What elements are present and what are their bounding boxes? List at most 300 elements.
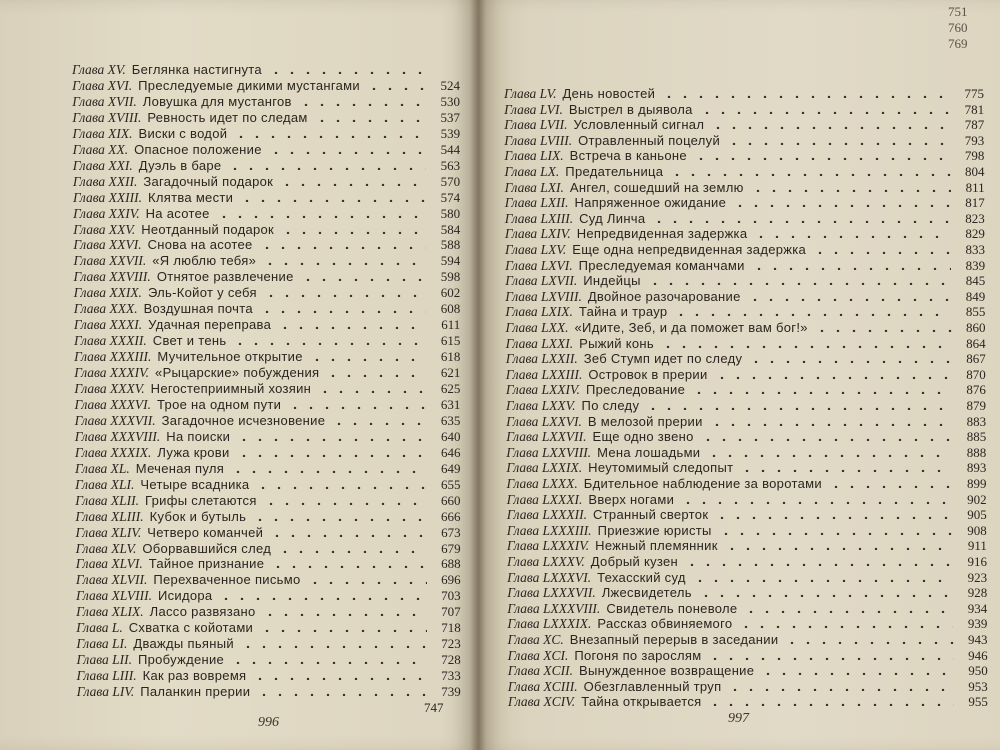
chapter-number: Глава XXVII.	[73, 253, 147, 269]
right-toc	[478, 0, 1000, 750]
chapter-title: Ловушка для мустангов	[142, 93, 292, 109]
dot-leader	[680, 494, 952, 504]
chapter-number: Глава XX.	[72, 141, 129, 157]
toc-entry	[507, 476, 987, 492]
page-number: 739	[441, 684, 461, 700]
chapter-number: Глава LXXIX.	[506, 460, 583, 476]
page-number: 649	[441, 460, 461, 476]
chapter-title: Неотданный подарок	[141, 221, 275, 237]
chapter-number: Глава XLIII.	[75, 508, 144, 524]
toc-entry	[76, 541, 461, 557]
toc-entry	[74, 301, 461, 317]
chapter-number: Глава LXXII.	[505, 351, 578, 367]
chapter-title: Перехваченное письмо	[153, 572, 301, 588]
page-number: 611	[441, 317, 461, 333]
chapter-number: Глава LI.	[76, 636, 128, 652]
chapter-title: Еще одна непредвиденная задержка	[572, 242, 807, 257]
toc-entry	[506, 320, 986, 336]
chapter-number: Глава XXVI.	[73, 237, 142, 253]
chapter-number: Глава LXXVIII.	[506, 444, 592, 460]
dot-leader	[727, 681, 953, 691]
chapter-number: Глава LVIII.	[504, 132, 573, 148]
dot-leader	[300, 271, 427, 281]
page-number: 829	[965, 226, 985, 242]
chapter-number: Глава XXXV.	[74, 381, 145, 396]
chapter-number: Глава LX.	[504, 164, 560, 179]
page-number: 855	[965, 304, 986, 320]
chapter-number: Глава XXXI.	[73, 317, 143, 333]
dot-leader	[753, 228, 951, 238]
dot-leader	[317, 383, 426, 393]
toc-entry	[72, 62, 460, 78]
page-number: 602	[440, 285, 461, 301]
toc-entry	[507, 538, 987, 554]
page-number: 775	[964, 86, 984, 101]
page-number: 911	[967, 538, 987, 554]
chapter-title: Островок в прерии	[588, 366, 708, 382]
chapter-title: Свидетель поневоле	[606, 600, 738, 616]
chapter-title: Преследование	[585, 382, 686, 398]
dot-leader	[259, 622, 427, 632]
dot-leader	[262, 606, 427, 616]
toc-entry	[74, 365, 460, 381]
right-page	[478, 0, 1000, 750]
chapter-title: Пробуждение	[137, 652, 225, 668]
chapter-number: Глава XXIV.	[73, 205, 140, 221]
page-number: 787	[964, 117, 985, 133]
toc-entry	[76, 604, 461, 620]
chapter-title: Паланкин прерии	[140, 684, 251, 700]
dot-leader	[812, 244, 951, 254]
dot-leader	[268, 144, 426, 154]
page-number: 864	[966, 335, 986, 351]
toc-entry	[73, 158, 460, 174]
dot-leader	[692, 572, 953, 582]
chapter-number: Глава XCII.	[507, 663, 573, 679]
dot-leader	[216, 208, 427, 218]
chapter-title: Клятва мести	[147, 189, 234, 205]
chapter-number: Глава LXIX.	[505, 304, 573, 320]
chapter-title: Рассказ обвиняемого	[597, 616, 733, 632]
page-number: 733	[441, 668, 461, 684]
chapter-title: Тайна открывается	[581, 694, 702, 710]
chapter-title: «Я люблю тебя»	[152, 253, 257, 269]
chapter-number: Глава XLV.	[75, 540, 137, 556]
page-number: 608	[440, 301, 461, 317]
toc-entry	[73, 142, 461, 158]
chapter-title: Оборвавшийся след	[142, 540, 272, 556]
chapter-number: Глава LII.	[76, 652, 132, 668]
page-number: 916	[967, 554, 987, 569]
dot-leader	[673, 306, 951, 316]
dot-leader	[263, 287, 426, 297]
chapter-number: Глава LXXXIV.	[506, 538, 590, 554]
page-number-top: 751	[948, 4, 968, 19]
page-number: 860	[966, 320, 986, 335]
chapter-title: Кубок и бутыль	[149, 508, 247, 524]
toc-entry	[72, 78, 460, 94]
toc-entry	[72, 94, 460, 110]
toc-entry	[73, 253, 460, 269]
page-number: 718	[441, 620, 461, 636]
chapter-number: Глава LXXI.	[505, 335, 574, 351]
toc-entry	[75, 493, 460, 509]
chapter-number: Глава XXXVI.	[74, 396, 152, 412]
chapter-number: Глава LXIII.	[504, 210, 574, 226]
chapter-number: Глава XXXVIII.	[74, 428, 161, 444]
dot-leader	[645, 400, 952, 410]
page-number-top: 769	[948, 36, 968, 51]
dot-leader	[314, 112, 426, 122]
page-number: 563	[440, 157, 461, 173]
chapter-number: Глава XLVII.	[75, 572, 148, 588]
chapter-title: Напряженное ожидание	[574, 195, 727, 211]
page-number: 955	[968, 694, 988, 710]
chapter-title: Снова на асотее	[147, 237, 253, 253]
toc-entry	[75, 413, 461, 429]
chapter-title: Условленный сигнал	[573, 117, 705, 133]
dot-leader	[698, 587, 953, 597]
toc-entry	[75, 445, 461, 461]
toc-entry	[508, 648, 988, 664]
chapter-number: Глава XVI.	[72, 77, 133, 93]
chapter-title: Дважды пьяный	[133, 636, 234, 652]
chapter-title: По следу	[581, 398, 640, 413]
page-number: 804	[965, 164, 985, 179]
chapter-number: Глава XXXVII.	[74, 412, 156, 428]
toc-entry	[506, 351, 986, 367]
chapter-title: Бдительное наблюдение за воротами	[583, 476, 822, 491]
chapter-title: Неутомимый следопыт	[588, 460, 734, 476]
chapter-title: Предательница	[565, 164, 664, 179]
page-number: 635	[440, 412, 461, 428]
chapter-number: Глава LXV.	[505, 242, 567, 257]
page-number: 902	[967, 491, 987, 507]
dot-leader	[309, 351, 427, 361]
chapter-number: Глава XIX.	[72, 125, 133, 141]
toc-entry	[76, 620, 461, 636]
dot-leader	[268, 64, 426, 74]
page-number: 876	[966, 382, 986, 398]
dot-leader	[747, 291, 952, 301]
toc-entry	[504, 117, 984, 133]
dot-leader	[269, 527, 426, 537]
dot-leader	[279, 176, 426, 186]
page-number: 793	[964, 132, 985, 148]
chapter-number: Глава LXXVI.	[506, 413, 582, 429]
dot-leader	[256, 686, 426, 696]
chapter-title: Исидора	[157, 588, 213, 604]
chapter-number: Глава XXXIII.	[74, 349, 152, 365]
toc-entry	[76, 652, 460, 668]
toc-entry	[504, 133, 984, 149]
page-number: 879	[966, 398, 986, 413]
chapter-number: Глава LXII.	[504, 195, 569, 211]
page-number: 943	[968, 632, 988, 647]
toc-entry	[505, 164, 985, 180]
dot-leader	[699, 104, 950, 114]
chapter-number: Глава XCI.	[507, 647, 569, 663]
dot-leader	[714, 509, 952, 519]
chapter-title: Индейцы	[583, 273, 641, 289]
page-number: 934	[967, 600, 988, 616]
toc-entry	[505, 180, 985, 196]
toc-entry	[505, 211, 985, 227]
dot-leader	[828, 478, 953, 488]
toc-entry	[76, 588, 461, 604]
dot-leader	[236, 447, 427, 457]
chapter-number: Глава LXIV.	[504, 226, 571, 242]
chapter-number: Глава LXVI.	[505, 257, 573, 273]
page-number: 908	[967, 522, 987, 538]
page-number: 598	[440, 269, 461, 285]
chapter-title: Меченая пуля	[135, 460, 225, 476]
chapter-number: Глава LXXXI.	[506, 491, 583, 507]
dot-leader	[227, 160, 426, 170]
page-number: 950	[968, 663, 988, 679]
chapter-title: «Рыцарские» побуждения	[155, 365, 320, 381]
chapter-number: Глава LXXXVI.	[507, 569, 592, 585]
dot-leader	[700, 431, 953, 441]
toc-entry	[73, 174, 460, 190]
chapter-number: Глава XLIV.	[75, 524, 142, 540]
page-number: 679	[441, 540, 461, 556]
chapter-title: Дуэль в баре	[138, 157, 222, 173]
dot-leader	[660, 338, 952, 348]
page-number: 673	[441, 524, 461, 540]
chapter-title: Погоня по зарослям	[574, 647, 702, 663]
dot-leader	[748, 353, 951, 363]
dot-leader	[691, 384, 952, 394]
page-number: 870	[966, 366, 986, 382]
chapter-title: Схватка с койотами	[128, 620, 254, 636]
chapter-title: Рыжий конь	[579, 335, 654, 351]
toc-entry	[75, 477, 460, 493]
chapter-number: Глава LIV.	[76, 684, 135, 700]
page-number: 570	[440, 173, 461, 189]
toc-entry	[75, 429, 461, 445]
dot-leader	[706, 447, 952, 457]
page-number: 928	[967, 585, 988, 601]
page-number: 655	[441, 476, 461, 492]
chapter-number: Глава LXXXIII.	[506, 522, 592, 538]
chapter-title: Внезапный перерыв в заседании	[569, 632, 779, 647]
chapter-title: Виски с водой	[138, 125, 228, 141]
page-number: 631	[440, 396, 461, 412]
page-number: 537	[440, 109, 461, 125]
page-number: 939	[967, 616, 988, 632]
chapter-number: Глава LV.	[504, 86, 557, 101]
dot-leader	[714, 369, 952, 379]
page-number: 893	[966, 460, 987, 476]
page-number: 823	[965, 210, 985, 226]
chapter-title: Отнятое развлечение	[156, 269, 294, 285]
toc-entry	[506, 445, 986, 461]
dot-leader	[707, 696, 953, 706]
toc-entry	[507, 616, 987, 632]
chapter-title: Непредвиденная задержка	[576, 226, 748, 242]
dot-leader	[262, 255, 426, 265]
left-page-number: 996	[258, 715, 279, 730]
dot-leader	[784, 634, 953, 644]
chapter-title: Лассо развязано	[149, 604, 256, 620]
dot-leader	[280, 224, 426, 234]
dot-leader	[218, 590, 426, 600]
dot-leader	[661, 88, 950, 98]
chapter-title: Преследуемая команчами	[578, 257, 745, 273]
chapter-title: Отравленный поцелуй	[578, 132, 721, 148]
chapter-title: Преследуемые дикими мустангами	[138, 77, 360, 93]
chapter-title: Странный сверток	[592, 507, 709, 523]
dot-leader	[277, 543, 426, 553]
toc-entry	[77, 668, 461, 684]
dot-leader	[751, 260, 951, 270]
dot-leader	[259, 303, 426, 313]
dot-leader	[651, 213, 950, 223]
chapter-title: Трое на одном пути	[157, 396, 282, 412]
toc-entry	[506, 336, 986, 352]
toc-entry	[74, 349, 460, 365]
dot-leader	[710, 119, 950, 129]
chapter-number: Глава LVI.	[504, 101, 563, 117]
page-number: 833	[965, 242, 985, 257]
chapter-title: Мучительное открытие	[157, 349, 303, 365]
dot-leader	[647, 275, 951, 285]
toc-entry	[508, 632, 988, 648]
chapter-title: Беглянка настигнута	[131, 62, 262, 77]
chapter-number: Глава LVII.	[504, 117, 568, 133]
page-number: 781	[964, 101, 985, 117]
chapter-number: Глава L.	[76, 620, 123, 636]
chapter-number: Глава XXIX.	[73, 285, 142, 301]
toc-entry	[504, 148, 984, 164]
chapter-title: Приезжие юристы	[597, 522, 712, 538]
toc-entry	[73, 237, 460, 253]
chapter-number: Глава LXI.	[504, 179, 564, 195]
chapter-number: Глава XL.	[75, 460, 130, 476]
chapter-number: Глава LXXV.	[506, 398, 576, 413]
toc-entry	[74, 381, 460, 397]
dot-leader	[724, 540, 953, 550]
dot-leader	[709, 416, 952, 426]
page-number: 867	[966, 351, 986, 367]
toc-entry	[75, 525, 460, 541]
dot-leader	[287, 399, 426, 409]
chapter-title: Добрый кузен	[590, 554, 679, 569]
chapter-title: Вверх ногами	[588, 491, 675, 507]
chapter-title: Обезглавленный труп	[583, 678, 722, 694]
page-number: 640	[440, 428, 461, 444]
chapter-number: Глава XC.	[507, 632, 564, 647]
toc-entry	[505, 226, 985, 242]
toc-entry	[76, 556, 461, 572]
toc-entry	[504, 86, 984, 102]
toc-entry	[506, 367, 986, 383]
toc-entry	[506, 460, 986, 476]
page-number: 811	[965, 179, 985, 195]
left-toc	[0, 0, 478, 750]
toc-entry	[73, 222, 460, 238]
chapter-number: Глава LIX.	[504, 148, 564, 164]
page-number: 584	[440, 221, 461, 237]
chapter-number: Глава LXXIII.	[505, 366, 583, 382]
toc-entry	[506, 414, 986, 430]
chapter-number: Глава XXII.	[72, 173, 138, 189]
page-number: 688	[441, 556, 461, 572]
chapter-number: Глава XLIX.	[76, 604, 144, 620]
chapter-number: Глава XXV.	[73, 221, 136, 237]
dot-leader	[726, 135, 950, 145]
page-number: 885	[966, 429, 987, 445]
chapter-title: Ангел, сошедший на землю	[569, 179, 744, 195]
dot-leader	[307, 574, 427, 584]
toc-entry	[75, 461, 461, 477]
dot-leader	[252, 511, 426, 521]
page-number: 539	[440, 125, 461, 141]
chapter-number: Глава XLI.	[75, 476, 135, 492]
toc-entry	[75, 509, 460, 525]
chapter-number: Глава XV.	[72, 62, 126, 77]
dot-leader	[743, 603, 953, 613]
dot-leader	[233, 128, 426, 138]
chapter-number: Глава LXXIV.	[505, 382, 580, 398]
chapter-number: Глава LXXXII.	[506, 507, 587, 523]
page-number: 625	[440, 381, 461, 396]
toc-entry	[74, 285, 461, 301]
chapter-number: Глава LXXXVIII.	[507, 600, 601, 616]
chapter-number: Глава LXVIII.	[505, 288, 582, 304]
page-number: 574	[440, 189, 461, 205]
chapter-number: Глава XXIII.	[72, 189, 142, 205]
toc-entry	[72, 126, 460, 142]
chapter-title: Негостеприимный хозяин	[150, 381, 312, 396]
page-number: 666	[441, 508, 461, 524]
page-number-top: 760	[948, 20, 968, 35]
chapter-title: Двойное разочарование	[587, 288, 741, 304]
page-number: 798	[964, 148, 985, 164]
dot-leader	[232, 335, 426, 345]
chapter-number: Глава XXX.	[73, 301, 138, 317]
toc-entry	[72, 110, 460, 126]
chapter-title: Нежный племянник	[595, 538, 718, 554]
chapter-number: Глава XXVIII.	[73, 269, 151, 285]
page-number: 905	[967, 507, 987, 523]
chapter-title: Зеб Стумп идет по следу	[583, 351, 743, 367]
page-number: 946	[968, 647, 988, 663]
toc-entry	[505, 195, 985, 211]
toc-entry	[505, 242, 985, 258]
right-page-number: 997	[728, 711, 749, 726]
toc-entry	[74, 317, 460, 333]
chapter-title: Техасский суд	[597, 569, 686, 585]
chapter-title: Выстрел в дыявола	[568, 101, 693, 117]
chapter-number: Глава XVII.	[72, 93, 137, 109]
toc-entry	[73, 190, 460, 206]
chapter-title: На асотее	[145, 205, 210, 221]
page-number: 588	[440, 237, 461, 253]
dot-leader	[236, 431, 426, 441]
chapter-number: Глава XLVI.	[75, 556, 143, 572]
dot-leader	[760, 665, 953, 675]
toc-entry	[505, 273, 985, 289]
page-number: 849	[965, 288, 986, 304]
dot-leader	[750, 182, 951, 192]
page-number: 594	[440, 253, 461, 269]
chapter-title: Удачная переправа	[148, 317, 272, 333]
toc-entry	[505, 258, 985, 274]
toc-entry	[506, 398, 986, 414]
toc-entry	[507, 523, 987, 539]
